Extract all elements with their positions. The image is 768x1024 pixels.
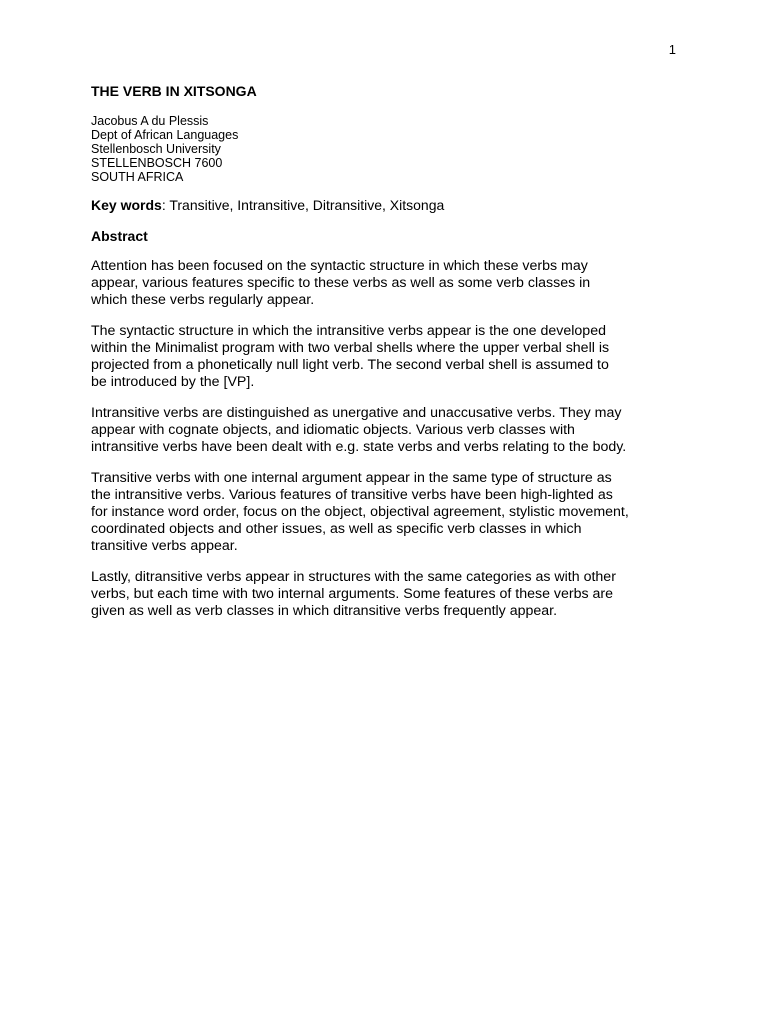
author-name: Jacobus A du Plessis bbox=[91, 114, 209, 128]
paragraph-line: The syntactic structure in which the intransitive verbs appear is the one developed bbox=[91, 323, 606, 339]
paragraph-line: intransitive verbs have been dealt with e.g. state verbs and verbs relating to the body. bbox=[91, 439, 627, 455]
author-block bbox=[91, 114, 691, 184]
page-number: 1 bbox=[668, 42, 676, 57]
keywords-label: Key words bbox=[91, 197, 162, 213]
paragraph-line: within the Minimalist program with two verbal shells where the upper verbal shell is bbox=[91, 340, 610, 356]
keywords-line bbox=[91, 196, 691, 214]
abstract-paragraph-4 bbox=[91, 470, 691, 555]
keywords-separator: : bbox=[161, 197, 170, 213]
paragraph-line: projected from a phonetically null light verb. The second verbal shell is assumed to bbox=[91, 357, 609, 373]
author-university: Stellenbosch University bbox=[91, 142, 221, 156]
abstract-paragraph-2 bbox=[91, 323, 691, 391]
paragraph-line: Transitive verbs with one internal argument appear in the same type of structure as bbox=[91, 470, 612, 486]
paragraph-line: for instance word order, focus on the object, objectival agreement, stylistic movement, bbox=[91, 504, 629, 520]
document-title: THE VERB IN XITSONGA bbox=[91, 83, 257, 99]
paragraph-line: appear with cognate objects, and idiomatic objects. Various verb classes with bbox=[91, 422, 575, 438]
paragraph-line: verbs, but each time with two internal arguments. Some features of these verbs are bbox=[91, 586, 614, 602]
author-country: SOUTH AFRICA bbox=[91, 170, 184, 184]
keywords-values: Transitive, Intransitive, Ditransitive, Xitsonga bbox=[169, 197, 445, 213]
abstract-paragraph-1 bbox=[91, 258, 691, 309]
paragraph-line: Lastly, ditransitive verbs appear in structures with the same categories as with other bbox=[91, 569, 616, 585]
abstract-heading: Abstract bbox=[91, 228, 148, 244]
paragraph-line: appear, various features specific to these verbs as well as some verb classes in bbox=[91, 275, 591, 291]
paragraph-line: Attention has been focused on the syntactic structure in which these verbs may bbox=[91, 258, 588, 274]
paragraph-line: be introduced by the [VP]. bbox=[91, 374, 255, 390]
abstract-paragraph-5 bbox=[91, 569, 691, 620]
author-department: Dept of African Languages bbox=[91, 128, 239, 142]
paragraph-line: coordinated objects and other issues, as well as specific verb classes in which bbox=[91, 521, 582, 537]
abstract-paragraph-3 bbox=[91, 405, 691, 456]
paragraph-line: Intransitive verbs are distinguished as unergative and unaccusative verbs. They may bbox=[91, 405, 622, 421]
author-city: STELLENBOSCH 7600 bbox=[91, 156, 223, 170]
paragraph-line: transitive verbs appear. bbox=[91, 538, 238, 554]
paragraph-line: which these verbs regularly appear. bbox=[91, 292, 315, 308]
paragraph-line: given as well as verb classes in which ditransitive verbs frequently appear. bbox=[91, 603, 558, 619]
document-body bbox=[91, 82, 691, 634]
paragraph-line: the intransitive verbs. Various features of transitive verbs have been high-lighted as bbox=[91, 487, 613, 503]
